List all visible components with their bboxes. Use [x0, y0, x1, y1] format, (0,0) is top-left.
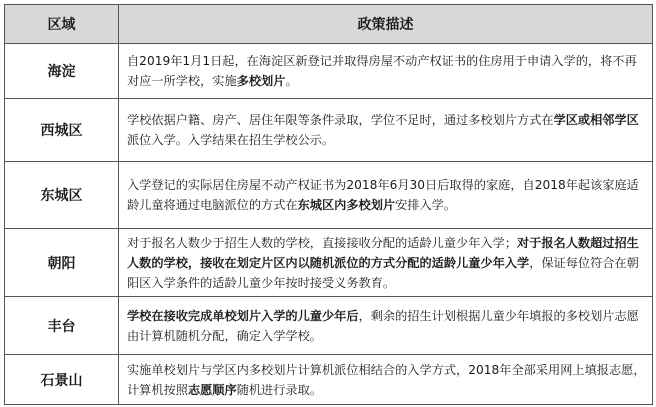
district-cell: 朝阳: [5, 229, 119, 297]
description-cell: [119, 99, 653, 162]
district-cell: 西城区: [5, 99, 119, 162]
description-cell: [119, 297, 653, 355]
description-text: 学校依据户籍、房产、居住年限等条件录取，学位不足时，通过多校划片方式在: [127, 113, 554, 127]
district-cell: 丰台: [5, 297, 119, 355]
table-row: [5, 162, 653, 229]
description-cell: [119, 229, 653, 297]
description-text: 。: [285, 74, 298, 88]
description-cell: [119, 162, 653, 229]
description-text: 自2019年1月1日起，在海淀区新登记并取得房屋不动产权证书的住房用于申请入学的，将不再对应一所学校，实施: [127, 54, 637, 88]
description-emphasis: 学校在接收完成单校划片入学的儿童少年后: [127, 308, 359, 323]
district-cell: 石景山: [5, 355, 119, 405]
description-emphasis: 东城区内多校划片: [297, 198, 396, 212]
description-text: ，保证每位符合在朝阳区入学条件的适龄儿童少年按时接受义务教育。: [127, 255, 639, 290]
table-row: [5, 229, 653, 297]
description-text: 入学登记的实际居住房屋不动产权证书为2018年6月30日后取得的家庭，自2018年起该家庭适龄儿童将通过电脑派位的方式在: [127, 178, 639, 212]
district-cell: 海淀: [5, 44, 119, 99]
description-cell: [119, 355, 653, 405]
table-row: [5, 99, 653, 162]
header-description: 政策描述: [119, 5, 653, 44]
description-text: ，剩余的招生计划根据儿童少年填报的多校划片志愿由计算机随机分配，确定入学学校。: [127, 308, 639, 343]
description-emphasis: 志愿顺序: [187, 382, 237, 397]
description-text: 派位入学。入学结果在招生学校公示。: [127, 133, 335, 147]
policy-table: [4, 4, 653, 405]
table-row: [5, 297, 653, 355]
description-text: 随机进行录取。: [236, 382, 322, 397]
table-row: [5, 355, 653, 405]
table-header-row: [5, 5, 653, 44]
description-emphasis: 对于报名人数超过招生人数的学校，接收在划定片区内以随机派位的方式分配的适龄儿童少年入学: [127, 235, 639, 270]
description-text: 实施单校划片与学区内多校划片计算机派位相结合的入学方式，2018年全部采用网上填报志愿，计算机按照: [127, 362, 646, 397]
table-row: [5, 44, 653, 99]
description-emphasis: 学区或相邻学区: [553, 113, 639, 127]
description-text: 安排入学。: [395, 198, 457, 212]
header-district: 区域: [5, 5, 119, 44]
district-cell: 东城区: [5, 162, 119, 229]
description-emphasis: 多校划片: [236, 74, 286, 88]
description-cell: [119, 44, 653, 99]
description-text: 对于报名人数少于招生人数的学校，直接接收分配的适龄儿童少年入学；: [127, 235, 517, 250]
